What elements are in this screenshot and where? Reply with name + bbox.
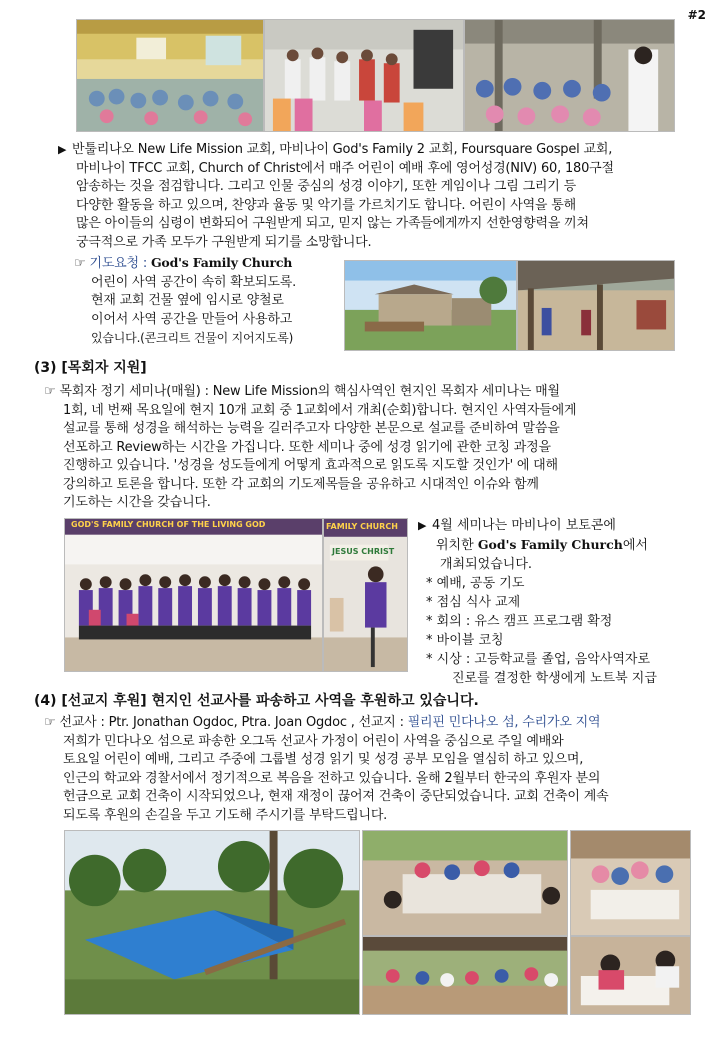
pointing-hand-icon: ☞ — [44, 715, 56, 730]
seminar-item: * 바이블 코칭 — [426, 633, 504, 648]
photo-church-building-outside — [344, 260, 517, 351]
seminar-item: * 회의 : 유스 캠프 프로그램 확정 — [426, 614, 613, 629]
church-banner-text-right: FAMILY CHURCH — [326, 522, 398, 531]
section4-title: (4) [선교지 후원] — [34, 693, 147, 709]
pointing-hand-icon: ☞ — [44, 384, 56, 399]
jesus-christ-sign: JESUS CHRIST — [332, 547, 395, 556]
section4-title-row — [34, 690, 479, 710]
photo-bible-study-table — [570, 830, 691, 936]
intro-line: 궁극적으로 가족 모두가 구원받게 되기를 소망합니다. — [76, 234, 372, 250]
photo-children-worship-hall — [76, 19, 264, 132]
section4-body — [44, 714, 709, 825]
seminar-item: * 예배, 공동 기도 — [426, 576, 525, 591]
intro-line: 암송하는 것을 점검합니다. 그리고 인물 중심의 성경 이야기, 또한 게임이나 그림 그리기 등 — [76, 179, 576, 194]
prayer-request — [74, 254, 344, 348]
photo-children-singing — [264, 19, 464, 132]
church-banner-text: GOD'S FAMILY CHURCH OF THE LIVING GOD — [71, 520, 266, 529]
seminar-line: 에서 — [622, 538, 648, 553]
section4-title-rest: 현지인 선교사를 파송하고 사역을 후원하고 있습니다. — [146, 693, 479, 709]
seminar-bullet: ▶ — [418, 519, 427, 532]
seminar-line: 개최되었습니다. — [440, 557, 533, 572]
photo-outdoor-children-class — [362, 936, 568, 1015]
page-number: #2 — [687, 8, 706, 22]
section3-line: 목회자 정기 세미나(매월) : New Life Mission의 핵심사역인 현지인 목회자 세미나는 매월 — [59, 384, 560, 399]
section3-line: 선포하고 Review하는 시간을 가집니다. 또한 세미나 중에 성경 읽기에 관한 코칭 과정을 — [63, 439, 551, 455]
photo-child-writing-notebook — [570, 936, 691, 1015]
seminar-item-cont: 진로를 결정한 학생에게 노트북 지급 — [452, 671, 657, 686]
intro-bullet: ▶ — [58, 143, 67, 156]
intro-paragraph — [58, 141, 708, 252]
seminar-item: * 시상 : 고등학교를 졸업, 음악사역자로 — [426, 652, 651, 667]
mission-field: 필리핀 민다나오 섬, 수리가오 지역 — [407, 715, 601, 730]
seminar-line: 위치한 — [436, 538, 478, 553]
section3-line: 1회, 네 번째 목요일에 현지 10개 교회 중 1교회에서 개최(순회)합니다. 현지인 사역자들에게 — [63, 402, 577, 418]
pointing-hand-icon: ☞ — [74, 256, 86, 271]
prayer-line: 있습니다.(콘크리트 건물이 지어지도록) — [91, 331, 294, 345]
photo-seminar-speaker — [323, 518, 408, 672]
section3-body — [44, 383, 704, 513]
prayer-line: 어린이 사역 공간이 속히 확보되도록. — [91, 274, 297, 290]
seminar-church-name: God's Family Church — [477, 537, 623, 552]
section3-title: (3) [목회자 지원] — [34, 360, 147, 376]
section3-line: 진행하고 있습니다. '성경을 성도들에게 어떻게 효과적으로 읽도록 지도할 것인가' 에 대해 — [63, 458, 558, 473]
seminar-line: 4월 세미나는 마비나이 보토콘에 — [432, 518, 616, 533]
photo-seminar-group — [64, 518, 323, 672]
photo-children-drawing — [362, 830, 568, 936]
missionary-info: 선교사 : Ptr. Jonathan Ogdoc, Ptra. Joan Ogdoc , 선교지 : — [59, 715, 408, 730]
section4-line: 되도록 후원의 손길을 두고 기도해 주시기를 부탁드립니다. — [63, 807, 388, 823]
photo-children-seated-class — [464, 19, 675, 132]
section4-line: 저희가 민다나오 섬으로 파송한 오그독 선교사 가정이 어린이 사역을 중심으로 주일 예배와 — [63, 733, 564, 749]
intro-line: 다양한 활동을 하고 있으며, 찬양과 율동 및 악기를 가르치기도 합니다. 어린이 사역을 통해 — [76, 197, 576, 213]
section3-line: 강의하고 토론을 합니다. 또한 각 교회의 기도제목들을 공유하고 시대적인 이슈와 함께 — [63, 476, 539, 492]
section3-line: 기도하는 시간을 갖습니다. — [63, 495, 211, 510]
intro-line: 마비나이 TFCC 교회, Church of Christ에서 매주 어린이 예배 후에 영어성경(NIV) 60, 180구절 — [76, 160, 614, 176]
seminar-item: * 점심 식사 교제 — [426, 595, 521, 610]
prayer-label: 기도요청 : — [89, 256, 151, 271]
prayer-line: 이어서 사역 공간을 만들어 사용하고 — [91, 311, 293, 327]
section3-line: 설교를 통해 성경을 해석하는 능력을 길러주고자 다양한 본문으로 설교를 준비하여 말씀을 — [63, 421, 560, 436]
prayer-church-name: God's Family Church — [150, 255, 293, 270]
intro-line: 많은 아이들의 심령이 변화되어 구원받게 되고, 믿지 않는 가족들에게까지 선한영향력을 끼쳐 — [76, 216, 589, 231]
intro-line: 반툴리나오 New Life Mission 교회, 마비나이 God's Family 2 교회, Foursquare Gospel 교회, — [72, 142, 613, 157]
prayer-line: 현재 교회 건물 옆에 임시로 양철로 — [91, 293, 284, 308]
section4-line: 인근의 학교와 경찰서에서 정기적으로 복음을 전하고 있습니다. 올해 2월부터 한국의 후원자 분의 — [63, 770, 601, 786]
section4-line: 토요일 어린이 예배, 그리고 주중에 그룹별 성경 읽기 및 성경 공부 모임을 열심히 하고 있으며, — [63, 752, 584, 767]
seminar-description — [418, 516, 713, 688]
photo-church-construction-site — [64, 830, 360, 1015]
section4-line: 헌금으로 교회 건축이 시작되었으나, 현재 재정이 끊어져 건축이 중단되었습니다. 교회 건축이 계속 — [63, 789, 609, 804]
photo-church-annex-tin-roof — [517, 260, 675, 351]
